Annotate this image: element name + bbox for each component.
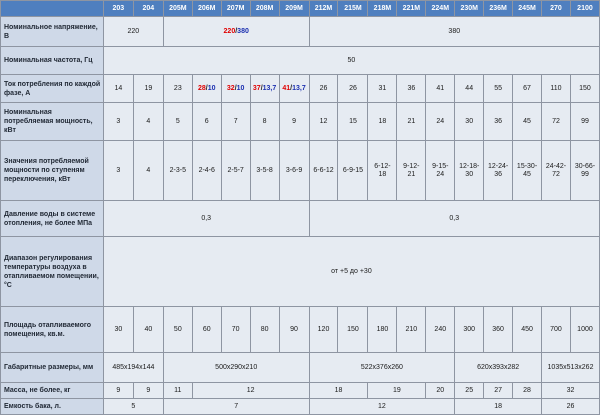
- value-separator: /: [260, 84, 263, 92]
- cell-value: 9: [103, 383, 133, 399]
- cell-value: 12-18-30: [455, 141, 484, 201]
- cell-value: 28: [513, 383, 542, 399]
- value-blue: 380: [237, 27, 249, 35]
- cell-value: 21: [397, 103, 426, 141]
- cell-value: 7: [221, 103, 250, 141]
- value-separator: /: [205, 84, 208, 92]
- row-label: Номинальное напряжение, В: [1, 17, 104, 47]
- cell-value: 9-12-21: [397, 141, 426, 201]
- cell-value: 380: [309, 17, 599, 47]
- cell-value: 150: [570, 75, 599, 103]
- cell-value: 6-9-15: [338, 141, 368, 201]
- cell-value: 3-5-8: [250, 141, 279, 201]
- cell-value: 9: [133, 383, 163, 399]
- model-header: 2100: [570, 1, 599, 17]
- cell-value: 4: [133, 103, 163, 141]
- cell-value: 19: [368, 383, 426, 399]
- model-header: 221M: [397, 1, 426, 17]
- cell-value: 150: [338, 307, 368, 353]
- cell-value: 12: [309, 103, 338, 141]
- value-blue: 10: [236, 84, 245, 92]
- cell-value: 6-12-18: [368, 141, 397, 201]
- row-label: Номинальная частота, Гц: [1, 47, 104, 75]
- cell-value-mixed: [221, 75, 250, 103]
- cell-value: 40: [133, 307, 163, 353]
- row-pressure: [1, 201, 600, 237]
- model-header: 203: [103, 1, 133, 17]
- cell-value-mixed: [250, 75, 279, 103]
- cell-value: 20: [426, 383, 455, 399]
- row-label: Масса, не более, кг: [1, 383, 104, 399]
- model-header: 209M: [279, 1, 309, 17]
- cell-value: 8: [250, 103, 279, 141]
- cell-value: 2-4-6: [192, 141, 221, 201]
- cell-value: 67: [513, 75, 542, 103]
- model-header: 245M: [513, 1, 542, 17]
- cell-value: 1000: [570, 307, 599, 353]
- cell-value: 700: [542, 307, 571, 353]
- cell-value: 30: [455, 103, 484, 141]
- model-header: 207M: [221, 1, 250, 17]
- cell-value: 7: [163, 399, 309, 415]
- cell-value: 80: [250, 307, 279, 353]
- row-label: Площадь отапливаемого помещения, кв.м.: [1, 307, 104, 353]
- row-label: Емкость бака, л.: [1, 399, 104, 415]
- value-red: 37: [252, 84, 261, 92]
- cell-value: 240: [426, 307, 455, 353]
- cell-value: 25: [455, 383, 484, 399]
- cell-value: 26: [309, 75, 338, 103]
- model-header: 206M: [192, 1, 221, 17]
- cell-value: 12: [192, 383, 309, 399]
- cell-value: 60: [192, 307, 221, 353]
- cell-value: 12: [309, 399, 455, 415]
- value-separator: /: [235, 27, 238, 35]
- model-header: 236M: [484, 1, 513, 17]
- row-label: Габаритные размеры, мм: [1, 353, 104, 383]
- value-red: 32: [226, 84, 235, 92]
- cell-value: 24: [426, 103, 455, 141]
- cell-value: 620x393x282: [455, 353, 542, 383]
- model-header: 208M: [250, 1, 279, 17]
- model-header: 205M: [163, 1, 192, 17]
- cell-value: 9: [279, 103, 309, 141]
- cell-value: 14: [103, 75, 133, 103]
- cell-value: 500x290x210: [163, 353, 309, 383]
- cell-value: 300: [455, 307, 484, 353]
- cell-value: 27: [484, 383, 513, 399]
- cell-value: 360: [484, 307, 513, 353]
- cell-value: от +5 до +30: [103, 237, 599, 307]
- model-header: 215M: [338, 1, 368, 17]
- row-label: Диапазон регулирования температуры воздуха в отапливаемом помещении, °С: [1, 237, 104, 307]
- cell-value: 9-15-24: [426, 141, 455, 201]
- value-red: 41: [282, 84, 291, 92]
- cell-value: 3-6-9: [279, 141, 309, 201]
- cell-value: 44: [455, 75, 484, 103]
- value-blue: 13,7: [292, 84, 306, 92]
- row-area: [1, 307, 600, 353]
- row-tank: [1, 399, 600, 415]
- cell-value: 26: [338, 75, 368, 103]
- cell-value: 24-42-72: [542, 141, 571, 201]
- cell-value: 18: [368, 103, 397, 141]
- cell-value: 31: [368, 75, 397, 103]
- model-header: 270: [542, 1, 571, 17]
- value-blue: 13,7: [262, 84, 277, 92]
- cell-value: 4: [133, 141, 163, 201]
- cell-value-mixed: [279, 75, 309, 103]
- cell-value: 36: [397, 75, 426, 103]
- header-row: [1, 1, 600, 17]
- cell-value: 2-3-5: [163, 141, 192, 201]
- cell-value: 0,3: [309, 201, 599, 237]
- cell-value: 522x376x260: [309, 353, 455, 383]
- row-label: Давление воды в системе отопления, не более МПа: [1, 201, 104, 237]
- value-separator: /: [290, 84, 293, 92]
- cell-value-mixed: [192, 75, 221, 103]
- value-red: 28: [197, 84, 206, 92]
- cell-value: 11: [163, 383, 192, 399]
- model-header: 212M: [309, 1, 338, 17]
- row-temperature-range: [1, 237, 600, 307]
- cell-value: 1035x513x262: [542, 353, 600, 383]
- cell-value: 15-30-45: [513, 141, 542, 201]
- cell-value: 99: [570, 103, 599, 141]
- row-power: [1, 103, 600, 141]
- cell-value: 12-24-36: [484, 141, 513, 201]
- model-header: 204: [133, 1, 163, 17]
- cell-value: 180: [368, 307, 397, 353]
- cell-value: 18: [455, 399, 542, 415]
- row-dimensions: [1, 353, 600, 383]
- value-red: 220: [223, 27, 236, 35]
- cell-value: 55: [484, 75, 513, 103]
- cell-value: 72: [542, 103, 571, 141]
- row-label: Номинальная потребляемая мощность, кВт: [1, 103, 104, 141]
- model-header: 224M: [426, 1, 455, 17]
- cell-value-mixed: [163, 17, 309, 47]
- cell-value: 50: [103, 47, 599, 75]
- cell-value: 32: [542, 383, 600, 399]
- cell-value: 485x194x144: [103, 353, 163, 383]
- cell-value: 41: [426, 75, 455, 103]
- value-separator: /: [234, 84, 237, 92]
- cell-value: 15: [338, 103, 368, 141]
- cell-value: 110: [542, 75, 571, 103]
- cell-value: 6: [192, 103, 221, 141]
- model-header: 218M: [368, 1, 397, 17]
- cell-value: 19: [133, 75, 163, 103]
- cell-value: 450: [513, 307, 542, 353]
- cell-value: 2-5-7: [221, 141, 250, 201]
- row-label: Ток потребления по каждой фазе, А: [1, 75, 104, 103]
- cell-value: 30: [103, 307, 133, 353]
- row-voltage: [1, 17, 600, 47]
- header-corner: [1, 1, 104, 17]
- cell-value: 18: [309, 383, 368, 399]
- cell-value: 30-66-99: [570, 141, 599, 201]
- row-frequency: [1, 47, 600, 75]
- cell-value: 50: [163, 307, 192, 353]
- cell-value: 5: [163, 103, 192, 141]
- cell-value: 23: [163, 75, 192, 103]
- cell-value: 3: [103, 141, 133, 201]
- cell-value: 36: [484, 103, 513, 141]
- cell-value: 90: [279, 307, 309, 353]
- cell-value: 45: [513, 103, 542, 141]
- cell-value: 0,3: [103, 201, 309, 237]
- cell-value: 26: [542, 399, 600, 415]
- value-blue: 10: [207, 84, 216, 92]
- cell-value: 220: [103, 17, 163, 47]
- row-label: Значения потребляемой мощности по ступеням переключения, кВт: [1, 141, 104, 201]
- cell-value: 3: [103, 103, 133, 141]
- cell-value: 70: [221, 307, 250, 353]
- cell-value: 120: [309, 307, 338, 353]
- row-current: [1, 75, 600, 103]
- row-mass: [1, 383, 600, 399]
- cell-value: 6-6-12: [309, 141, 338, 201]
- row-steps: [1, 141, 600, 201]
- cell-value: 5: [103, 399, 163, 415]
- cell-value: 210: [397, 307, 426, 353]
- model-header: 230M: [455, 1, 484, 17]
